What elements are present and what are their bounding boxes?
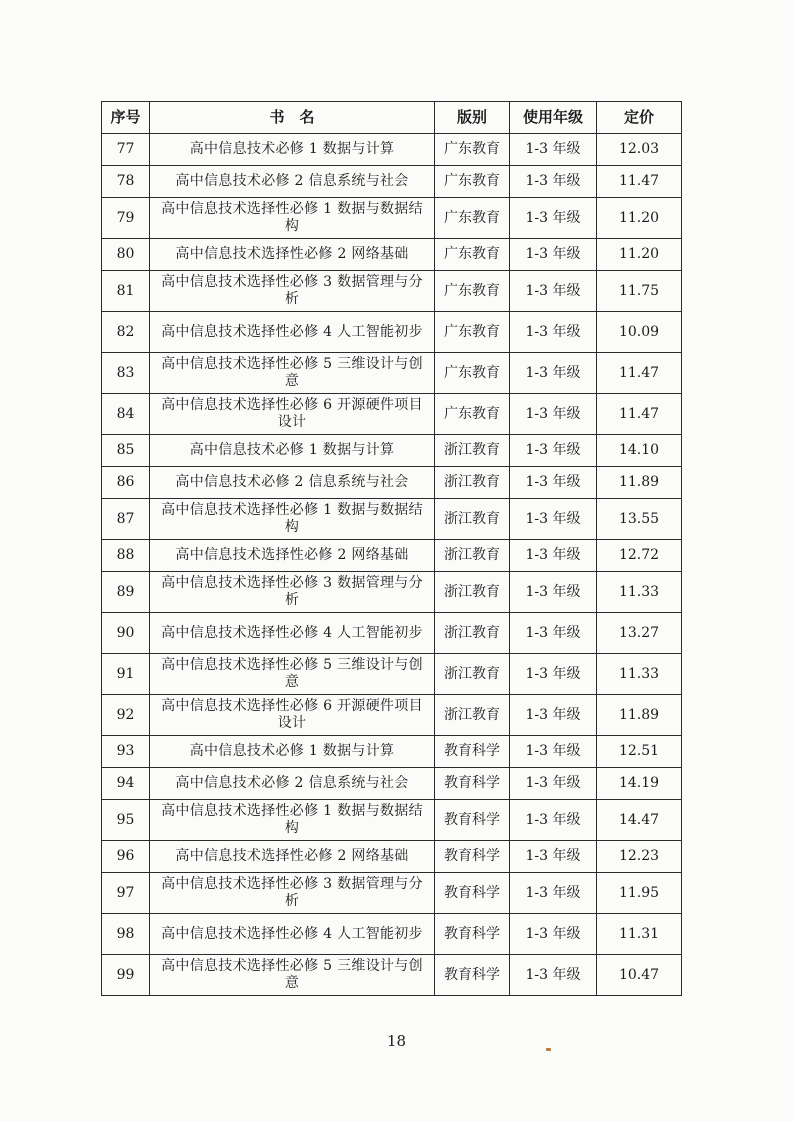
cell-number: 80 [102,239,150,271]
cell-book-name: 高中信息技术选择性必修 2 网络基础 [150,841,435,873]
cell-grade: 1-3 年级 [510,239,597,271]
cell-edition: 教育科学 [435,914,510,955]
cell-grade: 1-3 年级 [510,198,597,239]
table-row [102,800,682,841]
textbook-price-table [101,101,682,996]
cell-price: 11.89 [597,467,682,499]
cell-number: 93 [102,736,150,768]
cell-edition: 教育科学 [435,768,510,800]
scan-speck [546,1048,551,1051]
cell-price: 14.10 [597,435,682,467]
table-row [102,695,682,736]
cell-book-name: 高中信息技术选择性必修 3 数据管理与分析 [150,873,435,914]
cell-grade: 1-3 年级 [510,613,597,654]
cell-price: 10.09 [597,312,682,353]
cell-price: 11.20 [597,198,682,239]
cell-number: 78 [102,166,150,198]
table-row [102,736,682,768]
table-row [102,239,682,271]
cell-number: 87 [102,499,150,540]
cell-edition: 浙江教育 [435,613,510,654]
cell-price: 11.89 [597,695,682,736]
cell-edition: 教育科学 [435,841,510,873]
table-body [102,134,682,996]
cell-book-name: 高中信息技术选择性必修 6 开源硬件项目设计 [150,695,435,736]
header-book-name: 书 名 [150,102,435,134]
cell-edition: 广东教育 [435,271,510,312]
cell-book-name: 高中信息技术选择性必修 5 三维设计与创意 [150,955,435,996]
header-grade: 使用年级 [510,102,597,134]
cell-price: 14.19 [597,768,682,800]
cell-edition: 广东教育 [435,166,510,198]
cell-book-name: 高中信息技术选择性必修 5 三维设计与创意 [150,353,435,394]
cell-number: 98 [102,914,150,955]
cell-book-name: 高中信息技术必修 1 数据与计算 [150,736,435,768]
cell-edition: 浙江教育 [435,654,510,695]
cell-price: 14.47 [597,800,682,841]
cell-price: 12.72 [597,540,682,572]
cell-book-name: 高中信息技术选择性必修 4 人工智能初步 [150,312,435,353]
table-row [102,198,682,239]
table-row [102,312,682,353]
cell-edition: 浙江教育 [435,467,510,499]
cell-book-name: 高中信息技术必修 1 数据与计算 [150,134,435,166]
cell-book-name: 高中信息技术选择性必修 5 三维设计与创意 [150,654,435,695]
cell-book-name: 高中信息技术选择性必修 1 数据与数据结构 [150,800,435,841]
table-row [102,540,682,572]
cell-number: 97 [102,873,150,914]
page-number: 18 [386,1032,407,1050]
cell-grade: 1-3 年级 [510,271,597,312]
cell-grade: 1-3 年级 [510,768,597,800]
table-row [102,394,682,435]
cell-price: 11.95 [597,873,682,914]
cell-edition: 教育科学 [435,736,510,768]
cell-grade: 1-3 年级 [510,736,597,768]
cell-grade: 1-3 年级 [510,841,597,873]
cell-number: 94 [102,768,150,800]
table-row [102,955,682,996]
cell-number: 88 [102,540,150,572]
cell-edition: 教育科学 [435,955,510,996]
table-row [102,467,682,499]
cell-edition: 浙江教育 [435,572,510,613]
cell-grade: 1-3 年级 [510,572,597,613]
cell-number: 84 [102,394,150,435]
cell-grade: 1-3 年级 [510,394,597,435]
header-edition: 版别 [435,102,510,134]
cell-edition: 广东教育 [435,353,510,394]
cell-edition: 浙江教育 [435,695,510,736]
cell-edition: 广东教育 [435,134,510,166]
table-row [102,499,682,540]
table-row [102,134,682,166]
table-row [102,613,682,654]
cell-edition: 教育科学 [435,873,510,914]
cell-price: 11.33 [597,654,682,695]
cell-grade: 1-3 年级 [510,540,597,572]
cell-grade: 1-3 年级 [510,955,597,996]
cell-number: 90 [102,613,150,654]
table-row [102,873,682,914]
cell-book-name: 高中信息技术选择性必修 2 网络基础 [150,239,435,271]
cell-book-name: 高中信息技术必修 1 数据与计算 [150,435,435,467]
table-row [102,654,682,695]
cell-number: 99 [102,955,150,996]
cell-grade: 1-3 年级 [510,654,597,695]
cell-price: 10.47 [597,955,682,996]
cell-price: 13.27 [597,613,682,654]
cell-grade: 1-3 年级 [510,467,597,499]
cell-grade: 1-3 年级 [510,499,597,540]
cell-price: 11.75 [597,271,682,312]
cell-book-name: 高中信息技术必修 2 信息系统与社会 [150,166,435,198]
cell-number: 92 [102,695,150,736]
cell-grade: 1-3 年级 [510,312,597,353]
cell-number: 95 [102,800,150,841]
table-row [102,572,682,613]
table-row [102,435,682,467]
cell-edition: 浙江教育 [435,499,510,540]
table-row [102,271,682,312]
cell-price: 11.33 [597,572,682,613]
cell-book-name: 高中信息技术选择性必修 4 人工智能初步 [150,914,435,955]
cell-book-name: 高中信息技术必修 2 信息系统与社会 [150,467,435,499]
cell-edition: 广东教育 [435,312,510,353]
table-row [102,166,682,198]
cell-edition: 广东教育 [435,394,510,435]
cell-book-name: 高中信息技术选择性必修 2 网络基础 [150,540,435,572]
table-header-row [102,102,682,134]
cell-grade: 1-3 年级 [510,353,597,394]
cell-number: 81 [102,271,150,312]
cell-edition: 教育科学 [435,800,510,841]
cell-edition: 浙江教育 [435,435,510,467]
cell-number: 96 [102,841,150,873]
cell-edition: 广东教育 [435,198,510,239]
cell-number: 85 [102,435,150,467]
cell-book-name: 高中信息技术选择性必修 4 人工智能初步 [150,613,435,654]
cell-price: 11.20 [597,239,682,271]
table-row [102,353,682,394]
cell-grade: 1-3 年级 [510,435,597,467]
cell-number: 83 [102,353,150,394]
cell-grade: 1-3 年级 [510,873,597,914]
cell-number: 91 [102,654,150,695]
cell-price: 12.51 [597,736,682,768]
cell-price: 11.31 [597,914,682,955]
header-number: 序号 [102,102,150,134]
cell-number: 86 [102,467,150,499]
cell-edition: 浙江教育 [435,540,510,572]
cell-grade: 1-3 年级 [510,800,597,841]
cell-grade: 1-3 年级 [510,134,597,166]
cell-grade: 1-3 年级 [510,166,597,198]
cell-book-name: 高中信息技术选择性必修 1 数据与数据结构 [150,499,435,540]
cell-price: 11.47 [597,394,682,435]
cell-edition: 广东教育 [435,239,510,271]
cell-book-name: 高中信息技术必修 2 信息系统与社会 [150,768,435,800]
table-row [102,841,682,873]
cell-price: 12.23 [597,841,682,873]
cell-number: 89 [102,572,150,613]
cell-book-name: 高中信息技术选择性必修 1 数据与数据结构 [150,198,435,239]
cell-book-name: 高中信息技术选择性必修 3 数据管理与分析 [150,271,435,312]
cell-grade: 1-3 年级 [510,695,597,736]
cell-number: 79 [102,198,150,239]
table-row [102,768,682,800]
cell-book-name: 高中信息技术选择性必修 3 数据管理与分析 [150,572,435,613]
cell-price: 11.47 [597,353,682,394]
cell-grade: 1-3 年级 [510,914,597,955]
cell-price: 11.47 [597,166,682,198]
table-row [102,914,682,955]
cell-number: 82 [102,312,150,353]
header-price: 定价 [597,102,682,134]
cell-number: 77 [102,134,150,166]
cell-price: 12.03 [597,134,682,166]
cell-price: 13.55 [597,499,682,540]
cell-book-name: 高中信息技术选择性必修 6 开源硬件项目设计 [150,394,435,435]
